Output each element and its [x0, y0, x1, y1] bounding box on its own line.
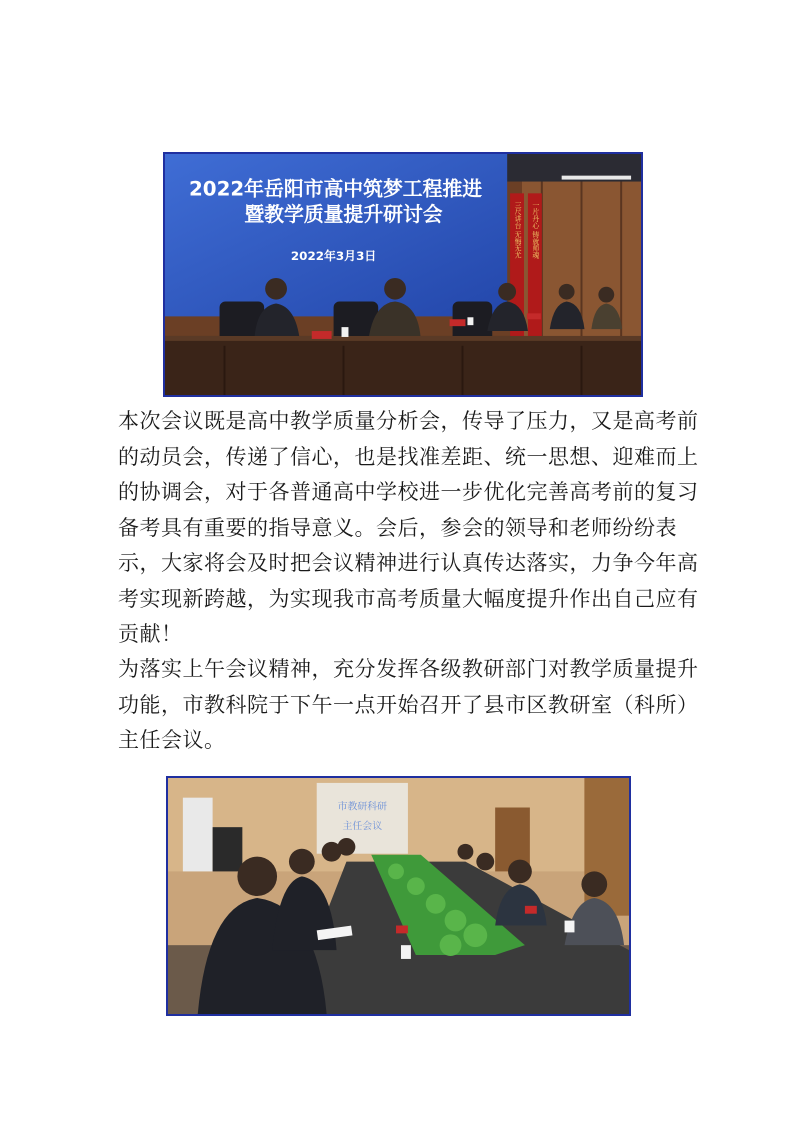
banner-title-line1: 2022年岳阳市高中筑梦工程推进 [188, 177, 483, 201]
side-banner-left: 三尺讲台 无悔无尤 [513, 201, 522, 259]
banner-title-line2: 暨教学质量提升研讨会 [244, 202, 443, 226]
meeting-photo-afternoon [166, 776, 631, 1016]
body-paragraph-1: 本次会议既是高中教学质量分析会，传导了压力，又是高考前的动员会，传递了信心，也是找准差距、统一思想、迎难而上的协调会，对于各普通高中学校进一步优化完善高考前的复习备考具有重要的指导意义。会后，参会的领导和老师纷纷表示，大家将会及时把会议精神进行认真传达落实，力争今年高考实现新跨越，为实现我市高考质量大幅度提升作出自己应有贡献！ [118, 409, 699, 646]
meeting-photo-morning [163, 152, 643, 397]
conference-table [165, 336, 641, 395]
body-paragraph-2: 为落实上午会议精神，充分发挥各级教研部门对教学质量提升功能，市教科院于下午一点开始召开了县市区教研室（科所）主任会议。 [118, 657, 699, 752]
side-banner-right: 一片丹心 铸就师魂 [530, 201, 539, 259]
meeting-photo-afternoon-illustration [168, 778, 629, 1014]
screen-text-line1: 市教研科研 [337, 801, 388, 813]
meeting-photo-morning-illustration [165, 154, 641, 395]
screen-text-line2: 主任会议 [342, 821, 383, 833]
banner-date: 2022年3月3日 [290, 249, 377, 264]
